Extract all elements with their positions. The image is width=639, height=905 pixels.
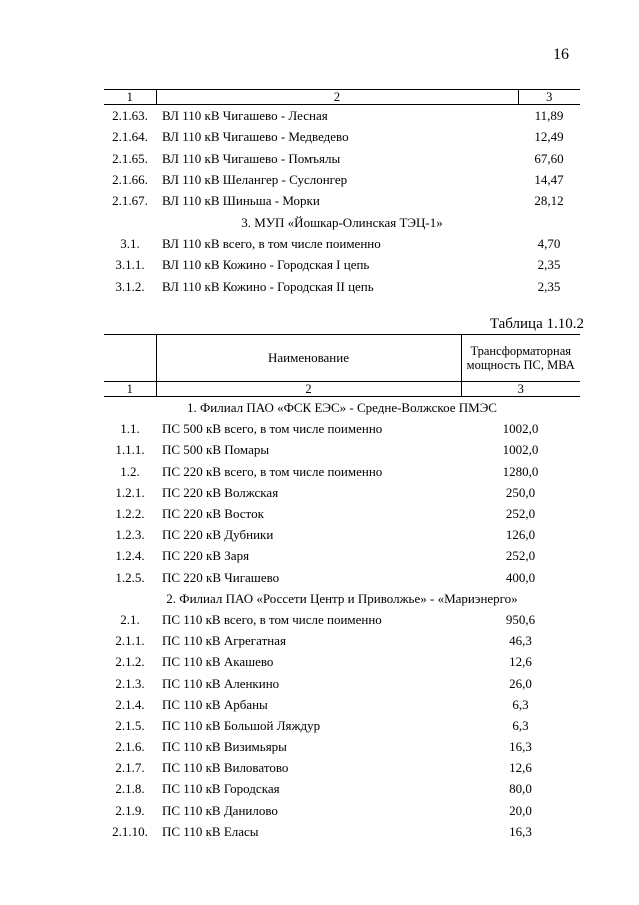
table-row xyxy=(104,418,580,439)
row-number: 2.1.6. xyxy=(115,739,145,755)
row-value: 1002,0 xyxy=(502,442,539,458)
section-row xyxy=(104,588,580,609)
row-number: 2.1.67. xyxy=(112,193,148,209)
row-value: 11,89 xyxy=(534,108,564,124)
row-name: ПС 110 кВ Аленкино xyxy=(162,675,280,691)
section-title: 1. Филиал ПАО «ФСК ЕЭС» - Средне-Волжское ПМЭС xyxy=(187,400,497,416)
section-title: 3. МУП «Йошкар-Олинская ТЭЦ-1» xyxy=(241,214,443,230)
row-name: ВЛ 110 кВ Кожино - Городская I цепь xyxy=(162,257,370,273)
row-name: ПС 220 кВ всего, в том числе поименно xyxy=(162,463,383,479)
row-value: 250,0 xyxy=(505,484,536,500)
row-name: ПС 220 кВ Волжская xyxy=(162,484,279,500)
row-number: 3.1.2. xyxy=(115,278,145,294)
row-value: 12,6 xyxy=(509,760,532,776)
row-name: ВЛ 110 кВ Чигашево - Медведево xyxy=(162,129,349,145)
row-name: ВЛ 110 кВ Чигашево - Лесная xyxy=(162,108,328,124)
column-number: 1 xyxy=(104,90,156,105)
table-row xyxy=(104,254,580,275)
column-header-number xyxy=(104,335,156,382)
row-number: 2.1.7. xyxy=(115,760,145,776)
row-number: 3.1. xyxy=(120,235,140,251)
column-number: 2 xyxy=(156,90,518,105)
table-row xyxy=(104,715,580,736)
row-name: ВЛ 110 кВ Шелангер - Суслонгер xyxy=(162,172,348,188)
row-name: ПС 220 кВ Восток xyxy=(162,506,264,522)
row-name: ПС 110 кВ Агрегатная xyxy=(162,633,286,649)
section-row xyxy=(104,397,580,419)
row-name: ВЛ 110 кВ Чигашево - Помъялы xyxy=(162,150,341,166)
table-row xyxy=(104,736,580,757)
row-number: 1.1. xyxy=(120,421,140,437)
row-name: ПС 110 кВ Большой Ляждур xyxy=(162,717,321,733)
substation-capacity-table xyxy=(104,334,580,842)
column-header-power: Трансформаторная мощность ПС, МВА xyxy=(461,335,580,382)
row-name: ПС 220 кВ Заря xyxy=(162,548,250,564)
table-row xyxy=(104,672,580,693)
row-value: 80,0 xyxy=(509,781,532,797)
column-header-name: Наименование xyxy=(156,335,461,382)
column-number: 1 xyxy=(104,382,156,397)
row-value: 950,6 xyxy=(505,611,536,627)
row-value: 14,47 xyxy=(534,172,564,188)
table-row xyxy=(104,148,580,169)
row-name: ПС 110 кВ Виловатово xyxy=(162,760,289,776)
row-name: ПС 110 кВ всего, в том числе поименно xyxy=(162,611,382,627)
page-number: 16 xyxy=(553,46,569,63)
table-row xyxy=(104,545,580,566)
row-number: 1.2.5. xyxy=(115,569,145,585)
row-number: 1.2.3. xyxy=(115,527,145,543)
row-number: 1.1.1. xyxy=(115,442,145,458)
section-row xyxy=(104,211,580,232)
row-number: 2.1.5. xyxy=(115,717,145,733)
row-value: 252,0 xyxy=(505,506,536,522)
line-length-table-continued xyxy=(104,89,580,297)
row-value: 2,35 xyxy=(537,257,561,273)
table-row xyxy=(104,757,580,778)
row-number: 1.2.1. xyxy=(115,484,145,500)
table-caption: Таблица 1.10.2 xyxy=(489,316,584,332)
row-name: ПС 110 кВ Арбаны xyxy=(162,696,268,712)
column-number: 2 xyxy=(156,382,461,397)
table-row xyxy=(104,482,580,503)
table-row xyxy=(104,461,580,482)
row-value: 400,0 xyxy=(505,569,536,585)
row-value: 252,0 xyxy=(505,548,536,564)
row-name: ПС 110 кВ Данилово xyxy=(162,802,278,818)
row-value: 6,3 xyxy=(512,717,529,733)
column-number: 3 xyxy=(461,382,580,397)
row-number: 1.2.4. xyxy=(115,548,145,564)
row-value: 46,3 xyxy=(509,633,532,649)
row-value: 28,12 xyxy=(534,193,564,209)
row-name: ПС 500 кВ всего, в том числе поименно xyxy=(162,421,383,437)
table-row xyxy=(104,567,580,588)
row-name: ПС 500 кВ Помары xyxy=(162,442,270,458)
table-row xyxy=(104,778,580,799)
row-value: 26,0 xyxy=(509,675,532,691)
row-name: ПС 110 кВ Акашево xyxy=(162,654,274,670)
row-number: 2.1.63. xyxy=(112,108,148,124)
row-number: 1.2.2. xyxy=(115,506,145,522)
row-value: 67,60 xyxy=(534,150,564,166)
table-row xyxy=(104,609,580,630)
row-value: 16,3 xyxy=(509,823,532,839)
row-value: 1280,0 xyxy=(502,463,539,479)
row-number: 2.1.8. xyxy=(115,781,145,797)
table-row xyxy=(104,800,580,821)
row-value: 2,35 xyxy=(537,278,561,294)
row-number: 2.1.4. xyxy=(115,696,145,712)
table-row xyxy=(104,694,580,715)
table-row xyxy=(104,821,580,842)
table-row xyxy=(104,275,580,296)
table-row xyxy=(104,105,580,127)
row-name: ПС 220 кВ Дубники xyxy=(162,527,274,543)
row-number: 2.1.1. xyxy=(115,633,145,649)
row-number: 2.1.10. xyxy=(112,823,148,839)
row-name: ВЛ 110 кВ всего, в том числе поименно xyxy=(162,235,381,251)
table-row xyxy=(104,503,580,524)
table-row xyxy=(104,630,580,651)
row-value: 12,6 xyxy=(509,654,532,670)
row-name: ПС 110 кВ Визимьяры xyxy=(162,739,287,755)
row-number: 2.1. xyxy=(120,611,140,627)
row-value: 16,3 xyxy=(509,739,532,755)
table-row xyxy=(104,233,580,254)
row-name: ПС 110 кВ Городская xyxy=(162,781,280,797)
row-number: 2.1.66. xyxy=(112,172,148,188)
row-value: 12,49 xyxy=(534,129,564,145)
row-number: 2.1.9. xyxy=(115,802,145,818)
table-row xyxy=(104,190,580,211)
row-value: 1002,0 xyxy=(502,421,539,437)
column-number-header xyxy=(104,382,580,397)
row-value: 126,0 xyxy=(505,527,536,543)
row-value: 4,70 xyxy=(537,235,561,251)
row-number: 3.1.1. xyxy=(115,257,145,273)
table-row xyxy=(104,524,580,545)
table-row xyxy=(104,439,580,460)
row-number: 2.1.64. xyxy=(112,129,148,145)
row-value: 6,3 xyxy=(512,696,529,712)
row-value: 20,0 xyxy=(509,802,532,818)
row-name: ПС 220 кВ Чигашево xyxy=(162,569,280,585)
row-number: 2.1.3. xyxy=(115,675,145,691)
row-number: 2.1.2. xyxy=(115,654,145,670)
section-title: 2. Филиал ПАО «Россети Центр и Приволжье» - «Мариэнерго» xyxy=(166,590,518,606)
row-number: 1.2. xyxy=(120,463,140,479)
table-header-row xyxy=(104,335,580,382)
row-name: ПС 110 кВ Еласы xyxy=(162,823,259,839)
table-row xyxy=(104,651,580,672)
row-name: ВЛ 110 кВ Шиньша - Морки xyxy=(162,193,320,209)
column-number-header xyxy=(104,90,580,105)
table-row xyxy=(104,126,580,147)
column-number: 3 xyxy=(518,90,580,105)
table-row xyxy=(104,169,580,190)
row-number: 2.1.65. xyxy=(112,150,148,166)
row-name: ВЛ 110 кВ Кожино - Городская II цепь xyxy=(162,278,374,294)
